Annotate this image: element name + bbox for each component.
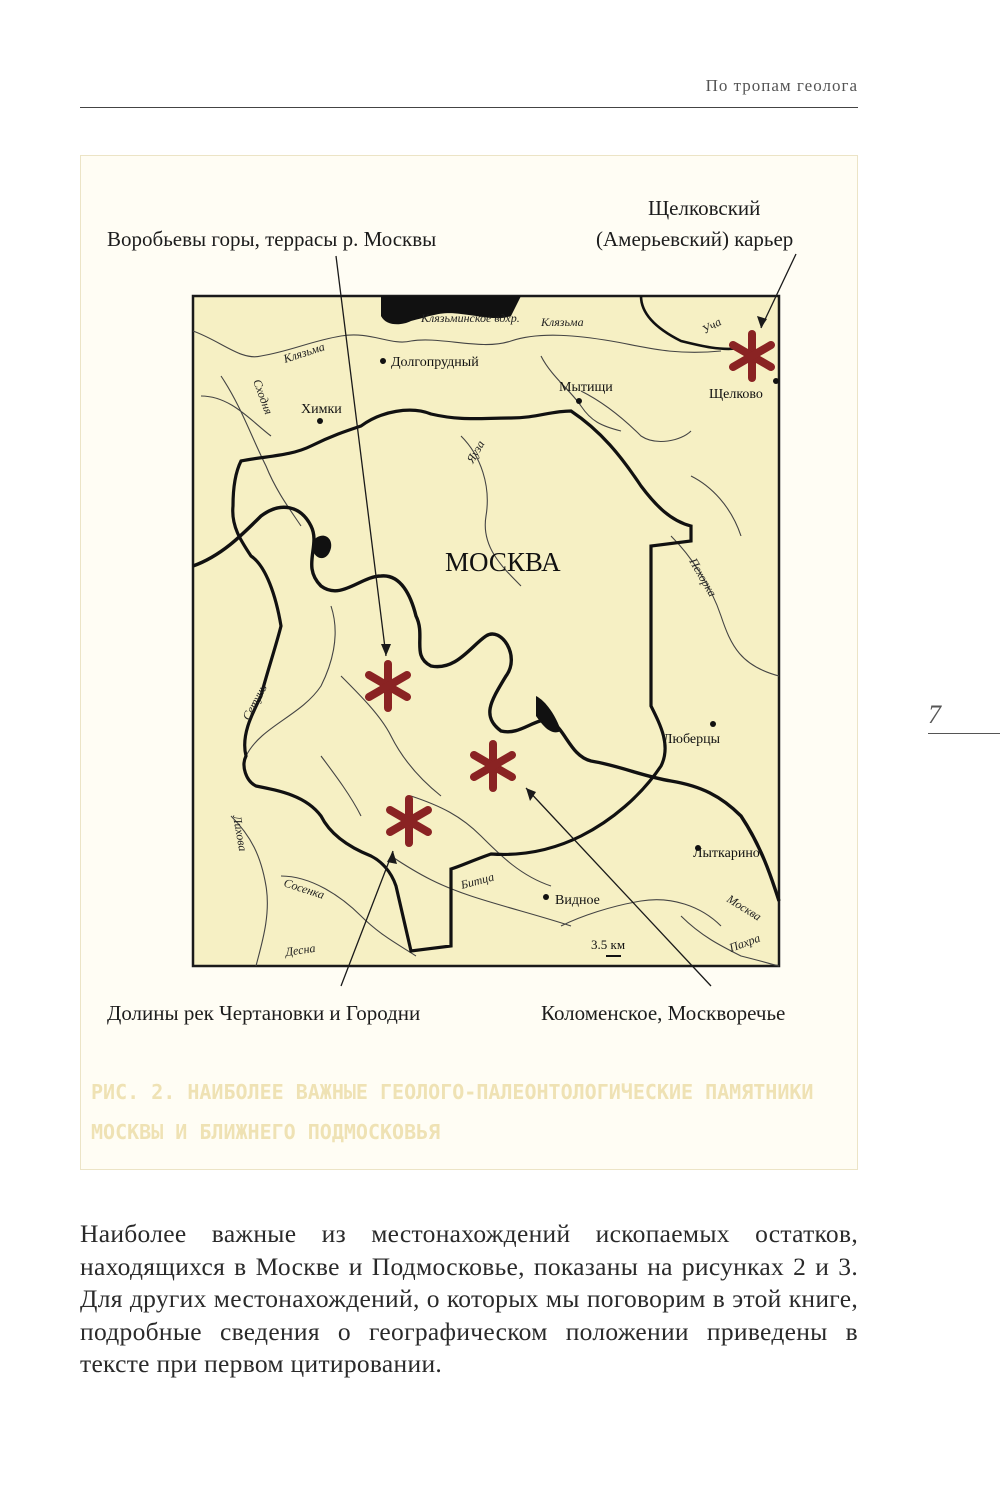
label-dolini-rek: Долины рек Чертановки и Городни	[107, 1001, 421, 1025]
figure-caption: РИС. 2. НАИБОЛЕЕ ВАЖНЫЕ ГЕОЛОГО-ПАЛЕОНТОЛОГИЧЕСКИЕ ПАМЯТНИКИ МОСКВЫ И БЛИЖНЕГО ПОДМОСКОВЬЯ	[91, 1080, 814, 1144]
river-label: Клязьма	[541, 315, 584, 329]
label-vorobyovy-gory: Воробьевы горы, террасы р. Москвы	[107, 227, 437, 251]
river-label: Пахра	[727, 930, 763, 955]
town-label: Люберцы	[663, 732, 721, 747]
river-label: Сходня	[250, 377, 276, 417]
river-label: Битца	[459, 869, 496, 892]
page-number-rule	[928, 733, 1000, 734]
river-label: Десна	[284, 940, 317, 959]
river-label: Клязьминское вдхр.	[421, 311, 520, 325]
scale-label: 3.5 км	[591, 937, 626, 952]
figure	[80, 155, 858, 1170]
moscow-map	[81, 156, 859, 1056]
town-label: Видное	[555, 893, 600, 908]
town-label: Щелково	[709, 387, 763, 402]
river-label: Москва	[724, 891, 764, 924]
header-rule	[80, 107, 858, 108]
river-label: Яуза	[463, 437, 488, 466]
map-city-label: МОСКВА	[445, 547, 561, 577]
label-kolomenskoe: Коломенское, Москворечье	[541, 1001, 786, 1025]
town-label: Лыткарино	[693, 846, 760, 861]
river-label: Лихова	[230, 814, 251, 853]
river-label: Сосенка	[282, 875, 327, 902]
town-label: Химки	[301, 402, 342, 417]
label-shchelkovsky-1: Щелковский	[648, 196, 761, 220]
town-label: Долгопрудный	[391, 355, 479, 370]
body-paragraph: Наиболее важные из местонахождений ископаемых остатков, находящихся в Москве и Подмосковье, показаны на рисунках 2 и 3. Для других местонахождений, о которых мы поговорим в этой книге, подробные сведения о географическом положении приведены в тексте при первом цитировании.	[80, 1219, 858, 1378]
river-label: Пехорка	[686, 555, 720, 600]
river-label: Сетунь	[239, 681, 270, 723]
river-label: Уча	[699, 314, 724, 337]
label-shchelkovsky-2: (Амерьевский) карьер	[596, 227, 794, 251]
town-label: Мытищи	[559, 380, 613, 395]
page-number: 7	[928, 700, 941, 729]
running-header: По тропам геолога	[705, 76, 858, 95]
river-label: Клязьма	[281, 339, 327, 366]
